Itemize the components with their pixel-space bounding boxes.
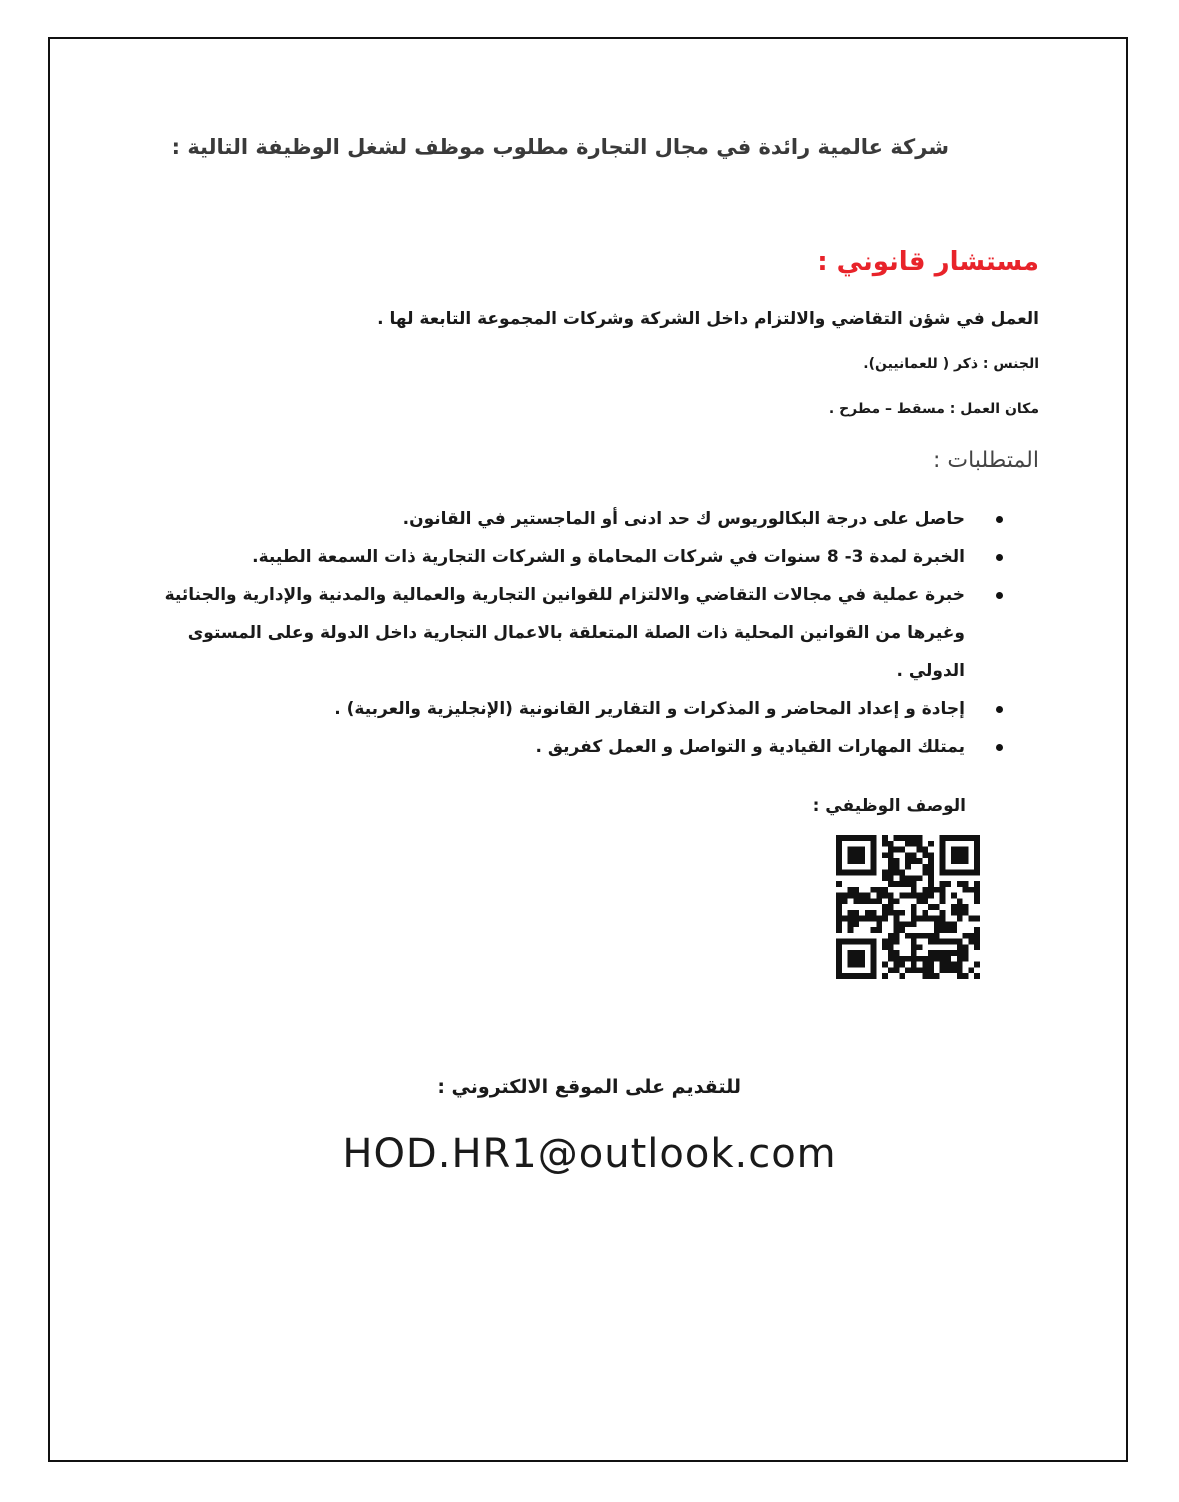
requirement-item	[139, 500, 1039, 538]
requirement-text: الخبرة لمدة 3- 8 سنوات في شركات المحاماة و الشركات التجارية ذات السمعة الطيبة.	[252, 547, 965, 567]
requirement-text: يمتلك المهارات القيادية و التواصل و العمل كفريق .	[535, 737, 965, 757]
requirement-text: حاصل على درجة البكالوريوس ك حد ادنى أو الماجستير في القانون.	[402, 509, 965, 529]
job-description-label: الوصف الوظيفي :	[812, 796, 966, 816]
bullet-icon	[996, 554, 1003, 561]
requirement-item	[139, 576, 1039, 690]
apply-email-link[interactable]: HOD.HR1@outlook.com	[342, 1131, 837, 1177]
job-description: العمل في شؤن التقاضي والالتزام داخل الشركة وشركات المجموعة التابعة لها .	[377, 309, 1039, 329]
requirement-item	[139, 538, 1039, 576]
requirements-heading: المتطلبات :	[933, 448, 1039, 473]
qr-code-icon[interactable]	[836, 835, 980, 979]
bullet-icon	[996, 516, 1003, 523]
requirements-list	[139, 500, 1039, 766]
requirement-item	[139, 690, 1039, 728]
job-location: مكان العمل : مسقط – مطرح .	[828, 401, 1039, 417]
apply-label: للتقديم على الموقع الالكتروني :	[437, 1076, 741, 1098]
job-title: مستشار قانوني :	[817, 247, 1039, 277]
requirement-text: خبرة عملية في مجالات التقاضي والالتزام للقوانين التجارية والعمالية والمدنية والإدارية والجنائية وغيرها من القوانين المحلية ذات الصلة المتعلقة بالاعمال التجارية داخل الدولة وعلى المستوى الدولي .	[164, 585, 965, 681]
requirement-item	[139, 728, 1039, 766]
bullet-icon	[996, 744, 1003, 751]
bullet-icon	[996, 592, 1003, 599]
intro-text: شركة عالمية رائدة في مجال التجارة مطلوب موظف لشغل الوظيفة التالية :	[171, 135, 949, 159]
job-gender: الجنس : ذكر ( للعمانيين).	[863, 356, 1039, 372]
bullet-icon	[996, 706, 1003, 713]
requirement-text: إجادة و إعداد المحاضر و المذكرات و التقارير القانونية (الإنجليزية والعربية) .	[334, 699, 965, 719]
